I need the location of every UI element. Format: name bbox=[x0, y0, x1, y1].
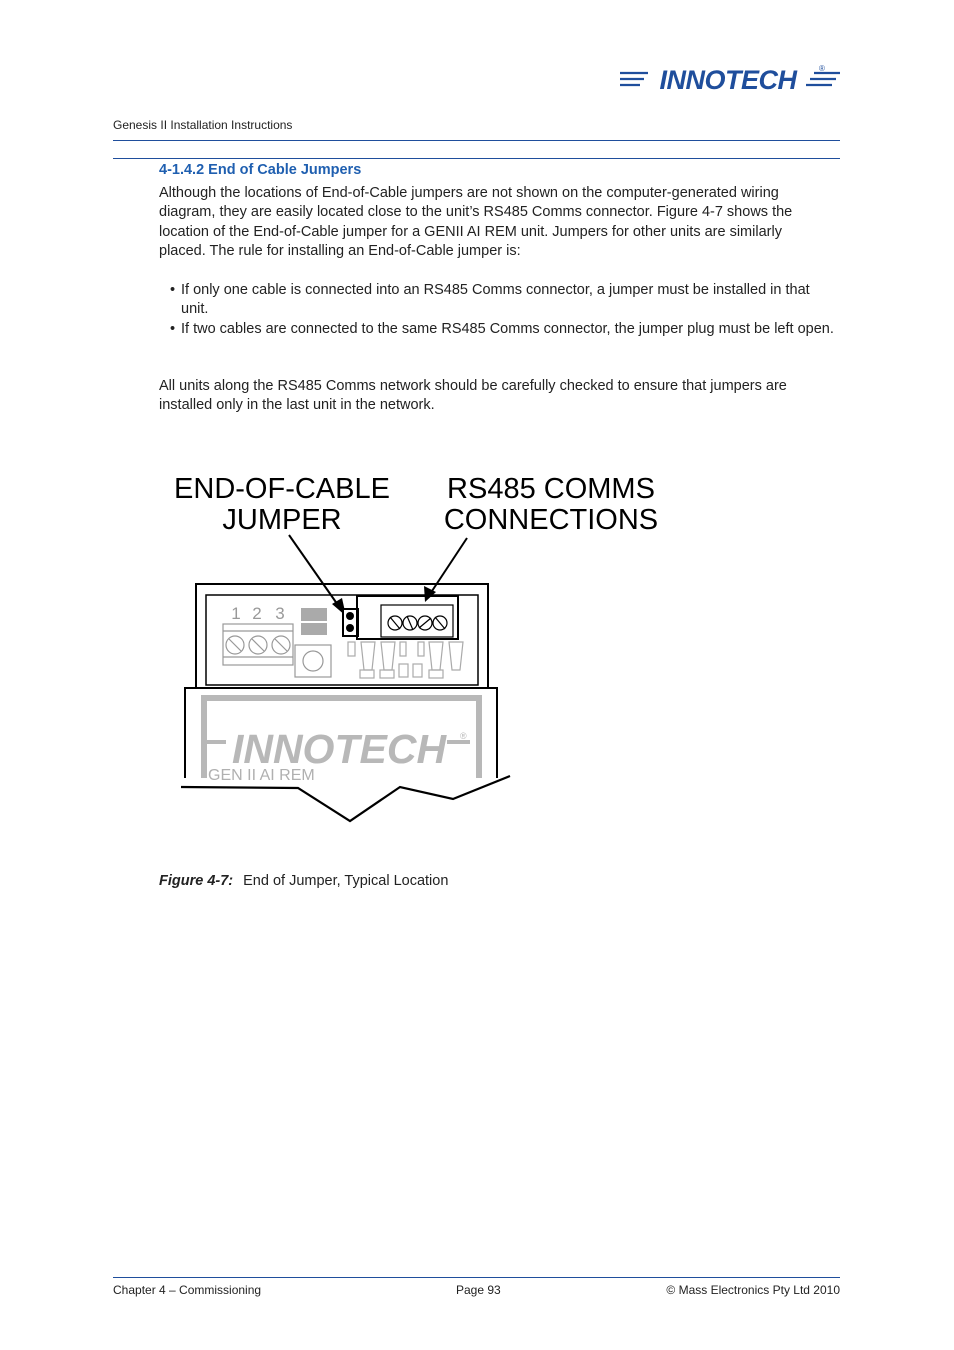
section-heading: 4-1.4.2 End of Cable Jumpers bbox=[159, 162, 362, 178]
callout-end-of-cable-line2: JUMPER bbox=[222, 504, 342, 536]
document-title: Genesis II Installation Instructions bbox=[113, 118, 293, 132]
push-button bbox=[295, 645, 331, 677]
footer-page-number: Page 93 bbox=[456, 1283, 501, 1297]
callout-rs485-line1: RS485 COMMS bbox=[447, 473, 655, 505]
logo-wordmark: INNOTECH bbox=[659, 65, 797, 95]
unit-model-label: GEN II AI REM bbox=[208, 767, 315, 784]
terminal-number-2: 2 bbox=[252, 604, 262, 623]
innotech-logo bbox=[618, 62, 842, 96]
arrow-to-jumper bbox=[289, 535, 340, 608]
figure-caption bbox=[159, 873, 448, 889]
callout-rs485-line2: CONNECTIONS bbox=[443, 504, 659, 536]
arrow-to-connector bbox=[430, 538, 467, 594]
unit-brand-registered-mark: ® bbox=[460, 731, 467, 741]
closing-paragraph: All units along the RS485 Comms network should be carefully checked to ensure that jumpers are installed only in the last unit in the network. bbox=[159, 378, 787, 414]
header-rule bbox=[113, 140, 840, 141]
callout-end-of-cable-line1: END-OF-CABLE bbox=[174, 473, 390, 505]
footer-copyright: © Mass Electronics Pty Ltd 2010 bbox=[666, 1283, 840, 1297]
list-item: • If only one cable is connected into an RS485 Comms connector, a jumper must be installed in that unit. bbox=[170, 282, 810, 318]
list-item-text: If only one cable is connected into an RS485 Comms connector, a jumper must be installed in that unit. bbox=[181, 282, 810, 318]
footer-chapter: Chapter 4 – Commissioning bbox=[113, 1283, 262, 1297]
list-item-text: If two cables are connected to the same RS485 Comms connector, the jumper plug must be left open. bbox=[181, 320, 834, 337]
section-rule bbox=[113, 158, 840, 159]
unit-brand-wordmark: INNOTECH bbox=[231, 726, 447, 772]
footer-rule bbox=[113, 1277, 840, 1278]
intro-paragraph: Although the locations of End-of-Cable jumpers are not shown on the computer-generated wiring diagram, they are easily located close to the unit’s RS485 Comms connector. Figure 4-7 shows the location of the End-of-Cable jumper for a GENII AI REM unit. Jumpers for other units are similarly placed. The rule for installing an End-of-Cable jumper is: bbox=[159, 185, 793, 260]
rs485-connector bbox=[357, 596, 458, 639]
logo-registered-mark: ® bbox=[819, 64, 825, 73]
jumper-location-figure bbox=[160, 462, 670, 832]
end-of-cable-jumper bbox=[343, 609, 358, 636]
terminal-block-left bbox=[223, 624, 293, 665]
terminal-number-3: 3 bbox=[275, 604, 285, 623]
list-item: • If two cables are connected to the same RS485 Comms connector, the jumper plug must be left open. bbox=[170, 320, 834, 337]
figure-caption-label: Figure 4-7: bbox=[159, 873, 234, 889]
terminal-number-1: 1 bbox=[231, 604, 241, 623]
figure-caption-text: End of Jumper, Typical Location bbox=[243, 873, 449, 889]
rule-list bbox=[170, 281, 834, 339]
